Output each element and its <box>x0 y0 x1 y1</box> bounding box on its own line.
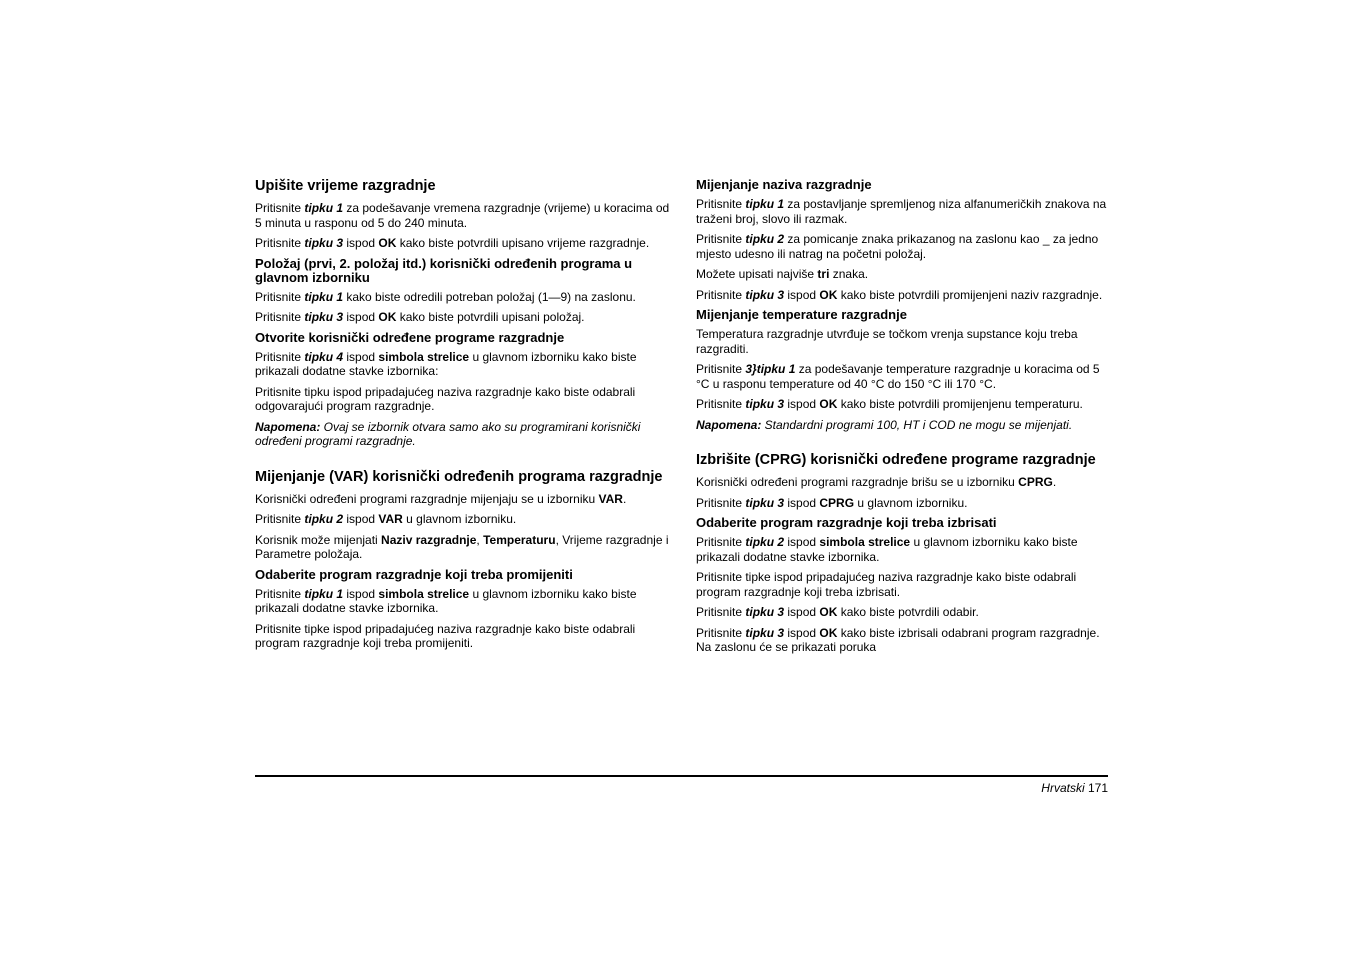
section-heading-change-var-programs: Mijenjanje (VAR) korisnički određenih programa razgradnje <box>255 468 663 485</box>
page-number: 171 <box>1087 781 1108 795</box>
footer-language: Hrvatski <box>1041 781 1085 795</box>
paragraph: Pritisnite tipke ispod pripadajućeg naziva razgradnje kako biste odabrali program razgradnje koji treba izbrisati. <box>696 570 1077 599</box>
paragraph: Pritisnite tipku 2 ispod VAR u glavnom izborniku. <box>255 512 517 526</box>
paragraph: Korisnički određeni programi razgradnje brišu se u izborniku CPRG. <box>696 475 1057 489</box>
paragraph: Pritisnite tipku 1 kako biste odredili potreban položaj (1—9) na zaslonu. <box>255 289 636 304</box>
paragraph: Korisnički određeni programi razgradnje mijenjaju se u izborniku VAR. <box>255 491 627 506</box>
paragraph: Korisnik može mijenjati Naziv razgradnje, Temperaturu, Vrijeme razgradnje i Parametre položaja. <box>255 532 669 561</box>
paragraph: Pritisnite tipku 3 ispod OK kako biste potvrdili odabir. <box>696 605 979 619</box>
paragraph: Možete upisati najviše tri znaka. <box>696 267 869 281</box>
note: Napomena: Ovaj se izbornik otvara samo ako su programirani korisnički određeni programi razgradnje. <box>255 419 641 448</box>
paragraph: Pritisnite tipku 3 ispod OK kako biste potvrdili upisani položaj. <box>255 310 585 324</box>
subheading-change-temperature: Mijenjanje temperature razgradnje <box>696 307 907 322</box>
section-heading-delete-cprg-programs: Izbrišite (CPRG) korisnički određene programe razgradnje <box>696 452 1096 468</box>
subheading-program-position: Položaj (prvi, 2. položaj itd.) korisnički određenih programa u glavnom izborniku <box>255 255 633 285</box>
page-footer <box>1041 781 1108 795</box>
section-heading-enter-digestion-time: Upišite vrijeme razgradnje <box>255 178 436 194</box>
paragraph: Pritisnite 3}tipku 1 za podešavanje temperature razgradnje u koracima od 5 °C u rasponu temperature od 40 °C do 150 °C ili 170 °C. <box>696 362 1100 391</box>
right-column <box>696 178 1108 661</box>
subheading-select-program-to-change: Odaberite program razgradnje koji treba promijeniti <box>255 566 573 582</box>
subheading-open-user-programs: Otvorite korisnički određene programe razgradnje <box>255 329 565 345</box>
paragraph: Pritisnite tipku 4 ispod simbola strelice u glavnom izborniku kako biste prikazali dodatne stavke izbornika: <box>255 349 637 378</box>
paragraph: Pritisnite tipke ispod pripadajućeg naziva razgradnje kako biste odabrali program razgradnje koji treba promijeniti. <box>255 621 636 650</box>
paragraph: Pritisnite tipku 3 ispod CPRG u glavnom izborniku. <box>696 495 968 510</box>
footer-rule <box>255 775 1108 777</box>
paragraph: Pritisnite tipku 3 ispod OK kako biste potvrdili promijenjeni naziv razgradnje. <box>696 287 1103 302</box>
paragraph: Pritisnite tipku 1 za podešavanje vremena razgradnje (vrijeme) u koracima od 5 minuta u rasponu od 5 do 240 minuta. <box>255 201 670 230</box>
note: Napomena: Standardni programi 100, HT i COD ne mogu se mijenjati. <box>696 417 1073 432</box>
spacer <box>696 438 1108 452</box>
spacer <box>255 455 670 469</box>
paragraph: Temperatura razgradnje utvrđuje se točkom vrenja supstance koju treba razgraditi. <box>696 327 1078 356</box>
paragraph: Pritisnite tipku 1 ispod simbola strelice u glavnom izborniku kako biste prikazali dodatne stavke izbornika. <box>255 586 637 615</box>
paragraph: Pritisnite tipku 2 za pomicanje znaka prikazanog na zaslonu kao _ za jedno mjesto udesno ili natrag na početni položaj. <box>696 232 1099 261</box>
paragraph: Pritisnite tipku 3 ispod OK kako biste potvrdili promijenjenu temperaturu. <box>696 397 1083 411</box>
subheading-change-name: Mijenjanje naziva razgradnje <box>696 177 872 192</box>
paragraph: Pritisnite tipku 1 za postavljanje spremljenog niza alfanumeričkih znakova na traženi broj, slovo ili razmak. <box>696 197 1107 226</box>
paragraph: Pritisnite tipku 3 ispod OK kako biste izbrisali odabrani program razgradnje. Na zaslonu će se prikazati poruka <box>696 625 1100 654</box>
paragraph: Pritisnite tipku 2 ispod simbola strelice u glavnom izborniku kako biste prikazali dodatne stavke izbornika. <box>696 535 1078 564</box>
paragraph: Pritisnite tipku ispod pripadajućeg naziva razgradnje kako biste odabrali odgovarajući program razgradnje. <box>255 384 636 413</box>
paragraph: Pritisnite tipku 3 ispod OK kako biste potvrdili upisano vrijeme razgradnje. <box>255 236 650 250</box>
subheading-select-program-to-delete: Odaberite program razgradnje koji treba izbrisati <box>696 515 997 530</box>
left-column <box>255 178 670 657</box>
